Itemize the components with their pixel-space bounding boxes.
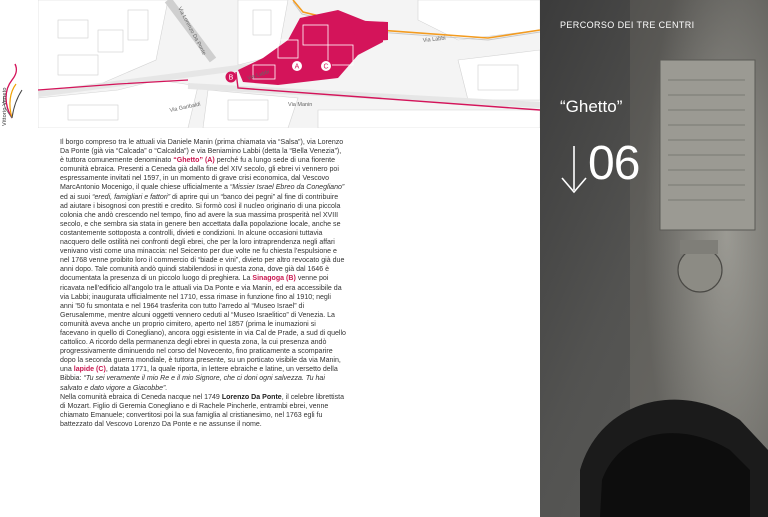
photo-page [540,0,768,517]
marker-c [321,61,332,72]
wall-photo [540,0,768,517]
body-text: Il borgo compreso tra le attuali via Daniele Manin (prima chiamata via “Salsa”), via Lorenzo Da Ponte (già via “Calcada” o “Calcalda”) e via Beniamino Labbi (detta la “Bella Venezia”), è tuttora comunemente denominato “Ghetto” (A) perché fu a lungo sede di una fiorente comunità ebraica. Presenti a Ceneda già dalla fine del XIV secolo, gli ebrei vi vennero poi espressamente invitati nel 1597, in un momento di grave crisi economica, dal Vescovo MarcAntonio Mocenigo, il quale chiese ufficialmente a “Missier Israel Ebreo da Conegliano” ed ai suoi “eredi, famigliari e fattori” di aprire qui un “banco dei pegni” al fine di contribuire ad aiutare i bisognosi con prestiti e credito. Si formò così il nucleo originario di una piccola colonia che andò crescendo nel tempo, fino ad avere la sua massima prosperità nel XVIII secolo, e che sembra sia stata in genere ben accettata dalla popolazione locale, anche se costantemente sottoposta a controlli, divieti e condizioni. In alcune occasioni tuttavia nacquero delle ostilità nei confronti degli ebrei, che per la loro intraprendenza negli affari venivano visti come una minaccia: nel Seicento per due volte ne fu chiesta l’espulsione e nel 1768 venne proibito loro il commercio di “biade e vini”, divieto per altro revocato già due anni dopo. Tale comunità andò quindi stabilendosi in questa zona, dove già dal 1646 è documentata la presenza di un piccolo luogo di preghiera. La Sinagoga (B) venne poi ricavata nell’edificio all’angolo tra le attuali via Da Ponte e via Manin, ed era accessibile da via Labbi; inaugurata ufficialmente nel 1710, essa rimase in funzione fino al 1910; negli anni ’50 fu smontata e nel 1964 trasferita con tutto l’arredo al “Museo Israel” di Gerusalemme, mentre alcuni oggetti vennero ceduti al “Museo Israelitico” di Venezia. La comunità aveva anche un proprio cimitero, aperto nel 1857 (prima le inumazioni si facevano in quello di Conegliano), ancora oggi esistente in via Cal de Prade, a sud di quello cattolico. A ricordo della permanenza degli ebrei in questa zona, la cui presenza andò progressivamente diminuendo nel corso del Novecento, fino praticamente a scomparire dopo la seconda guerra mondiale, è tuttora presente, su un porticato visibile da via Manin, una lapide (C), datata 1771, la quale riporta, in lettere ebraiche e latine, un versetto della Bibbia: “Tu sei veramente il mio Re e il mio Signore, che ci doni ogni salvezza. Tu hai salvato e dato vigore a Giacobbe”. Nella comunità ebraica di Ceneda nacque nel 1749 Lorenzo Da Ponte, il celebre librettista di Mozart. Figlio di Geremia Conegliano e di Rachele Pincherle, entrambi ebrei, venne chiamato Emanuele; convertitosi poi la sua famiglia al cristianesimo, nel 1763 egli fu battezzato dal Vescovo Lorenzo Da Ponte e ne assunse il nome. [60,139,346,428]
svg-text:C: C [323,63,329,71]
ghetto-term: “Ghetto” (A) [173,157,215,165]
logo-text: Vittorio Veneto [2,87,8,126]
sinagoga-term: Sinagoga (B) [252,275,296,283]
street-label-labbi: Via Labbi [246,69,271,82]
street-label-garibaldi: Via Garibaldi [169,101,202,114]
street-label-da-ponte: Via Lorenzo Da Ponte [176,6,207,57]
logo [0,60,24,150]
street-label-labbi-2: Via Labbi [422,35,446,44]
page-title: “Ghetto” [560,97,623,116]
svg-text:B: B [228,74,234,82]
street-label-manin: Via Manin [288,102,313,108]
arrow-down-icon [560,146,588,194]
svg-text:A: A [294,63,300,71]
section-label: PERCORSO DEI TRE CENTRI [560,20,695,30]
da-ponte-name: Lorenzo Da Ponte [221,393,282,401]
lapide-term: lapide (C) [73,366,106,374]
section-number: 06 [588,137,640,190]
ghetto-map [38,0,540,128]
marker-a [292,61,303,72]
marker-b [226,72,237,83]
